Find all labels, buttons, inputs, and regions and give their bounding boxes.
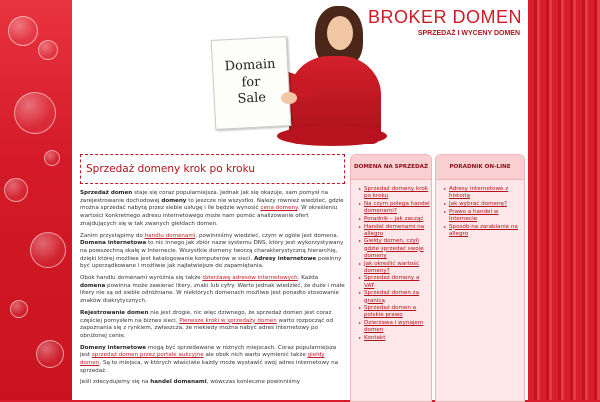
- sidebar-item: [359, 305, 431, 319]
- woman-hand: [281, 92, 297, 104]
- sidebar-item: [359, 290, 431, 304]
- bold-text: Sprzedaż domen: [80, 190, 133, 196]
- article-paragraph: [80, 275, 345, 306]
- background-right: [528, 0, 600, 400]
- paragraph-text: . Są to miejsca, w których właściwie każdy może wystawić swój adres internetowy na sprzedaż.: [80, 360, 339, 374]
- paragraph-text: . Każda: [297, 275, 319, 282]
- sidebar-item: [444, 209, 524, 223]
- sidebar-link[interactable]: Dzierżawa i wynajem domen: [364, 320, 424, 334]
- sidebar-link[interactable]: Sposób na zarabianie na allegro: [449, 223, 518, 237]
- inline-link[interactable]: Pierwsze kroki w sprzedaży domen: [179, 317, 277, 324]
- sidebar-item: [444, 224, 524, 238]
- paragraph-text: mogą być sprzedawane w różnych miejscach. Coraz popularniejsza jest: [80, 344, 337, 359]
- sidebar-link[interactable]: Handel domenami na allegro: [364, 223, 425, 237]
- paragraph-text: powinny być uporządkowane i możliwie jak najłatwiejsze do zapamiętania.: [80, 255, 342, 270]
- inline-link[interactable]: sprzedaż domen przez portale aukcyjne: [91, 352, 204, 359]
- sidebar-item: [359, 261, 431, 275]
- sidebar-link[interactable]: Sprzedaż domen a polskie prawo: [364, 305, 417, 319]
- bubble-decoration: [38, 40, 58, 60]
- domain-for-sale-sign: [211, 36, 292, 130]
- sidebar-link[interactable]: Sprzedaż domen za granicą: [364, 290, 420, 304]
- sign-line: Domain: [224, 56, 276, 75]
- article-paragraph: [80, 345, 345, 376]
- paragraph-text: ale obok nich warto wymienić także: [203, 352, 308, 359]
- sidebar-item: [359, 275, 431, 289]
- article-paragraph: [80, 190, 345, 229]
- sidebar-link[interactable]: Poradnik – jak zacząć: [364, 215, 424, 222]
- woman-skirt: [277, 126, 387, 146]
- article-paragraph: [80, 310, 345, 341]
- bubble-decoration: [10, 300, 28, 318]
- sidebar-link[interactable]: Sprzedaż domeny a VAT: [364, 275, 420, 289]
- paragraph-text: Jeśli zdecydujemy się na: [80, 379, 151, 386]
- sidebar-item: [359, 320, 431, 334]
- inline-link[interactable]: handlu domenami: [144, 232, 196, 239]
- sidebar-heading: PORADNIK ON-LINE: [436, 155, 524, 180]
- hero-image: [207, 4, 377, 146]
- bold-text: domeny: [161, 197, 187, 204]
- woman-face: [327, 16, 353, 50]
- sidebar-link[interactable]: Jak określić wartość domeny?: [364, 260, 420, 274]
- inline-link[interactable]: dzierżawę adresów internetowych: [202, 275, 298, 282]
- paragraph-text: to jeszcze nie wszystko. Należy również wiedzieć, gdzie można sprzedać nabytą przez siebie usługę i ile będzie wynosić: [80, 197, 344, 212]
- sidebar-heading: DOMENA NA SPRZEDAŻ: [351, 155, 431, 180]
- sidebar-link[interactable]: Kontakt: [364, 335, 386, 342]
- sidebar-item: [359, 216, 431, 223]
- sidebar-link[interactable]: Jak wybrać domenę?: [449, 200, 507, 207]
- bold-text: Adresy internetowe: [253, 255, 317, 262]
- bold-text: domena: [80, 282, 106, 289]
- paragraph-text: staje się coraz popularniejsza. Jednak jak się okazuje, sam pomysł na zarejestrowanie dochodowej: [80, 190, 329, 204]
- paragraph-text: Obok handlu domenami wyróżnia się także: [80, 275, 203, 282]
- article-paragraph: [80, 379, 345, 387]
- paragraph-text: powinna może zawierać litery, znaki lub cyfry. Warto jednak wiedzieć, że duże i małe litery nie są od siebie odróżniane. W niektórych domenach możliwe jest ponadto stosowanie znaków diakrytycznych.: [80, 282, 345, 305]
- article-paragraph: [80, 233, 345, 272]
- paragraph-text: , wówczas konieczne powinniśmy: [206, 379, 301, 386]
- background-left: [0, 0, 72, 400]
- site-subtitle: SPRZEDAŻ I WYCENY DOMEN: [417, 30, 520, 37]
- sidebar-menu: [436, 186, 524, 238]
- sidebar-link[interactable]: Giełdy domen, czyli gdzie sprzedać swoje domeny: [364, 238, 424, 259]
- bubble-decoration: [36, 340, 64, 368]
- bubble-decoration: [14, 92, 56, 134]
- paragraph-text: , powinniśmy wiedzieć, czym w ogóle jest domena.: [195, 232, 339, 239]
- sidebar-domain-for-sale: [350, 154, 432, 402]
- bold-text: handel domenami: [150, 379, 207, 386]
- sidebar-item: [359, 238, 431, 260]
- sidebar-link[interactable]: Adresy internetowe z historią: [449, 186, 509, 200]
- inline-link[interactable]: giełdy domen: [80, 352, 325, 367]
- sidebar-link[interactable]: Na czym polega handel domenami?: [364, 200, 430, 215]
- paragraph-text: Zanim przystąpimy do: [80, 232, 145, 239]
- paragraph-text: warto rozpocząć od zapoznania się z rynkiem, zwłaszcza, że niekiedy można nabyć adres internetowy po obniżonej cenie.: [80, 317, 334, 339]
- bubble-decoration: [4, 178, 28, 202]
- bubble-decoration: [30, 232, 66, 268]
- bold-text: Domeny internetowe: [80, 344, 147, 351]
- bubble-decoration: [8, 16, 38, 46]
- sidebar-online-guide: [435, 154, 525, 402]
- paragraph-text: nie jest drogie, nic więc dziwnego, że sprzedaż domen jest coraz częściej pomysłem na biznes sieci.: [80, 309, 332, 324]
- sidebar-item: [444, 201, 524, 208]
- paragraph-text: to nic innego jak zbiór nazw systemu DNS, który jest wykorzystywany na powszechną skalę w Internecie. Wszystkie domeny tworzą charakterystyczną hierarchię, dzięki której możliwe jest katalogowanie komputerów w sieci.: [80, 240, 344, 262]
- page-container: [72, 0, 528, 400]
- article-title: Sprzedaż domeny krok po kroku: [80, 154, 345, 184]
- sidebar-item: [359, 224, 431, 238]
- site-title[interactable]: BROKER DOMEN: [367, 7, 522, 27]
- sidebar-item: [444, 186, 524, 200]
- sign-line: Sale: [237, 90, 267, 108]
- paragraph-text: . W określeniu wartości konkretnego adresu internetowego może nam pomóc analizowanie ofert znajdujących się w tak zwanych giełdach domen.: [80, 205, 338, 227]
- sidebar-link[interactable]: Sprzedaż domeny krok po kroku: [364, 186, 429, 200]
- sidebar-item: [359, 186, 431, 200]
- bold-text: Domena internetowa: [80, 240, 147, 247]
- article: [80, 154, 345, 400]
- sidebar-link[interactable]: Prawo a handel w Internecie: [449, 208, 499, 222]
- bold-text: Rejestrowanie domen: [80, 309, 149, 316]
- sign-line: for: [241, 74, 261, 91]
- sidebar-menu: [351, 186, 431, 342]
- sidebar-item: [359, 335, 431, 342]
- sidebar-item: [359, 201, 431, 215]
- bubble-decoration: [44, 150, 60, 166]
- header: [72, 0, 528, 148]
- inline-link[interactable]: cena domeny: [260, 205, 298, 212]
